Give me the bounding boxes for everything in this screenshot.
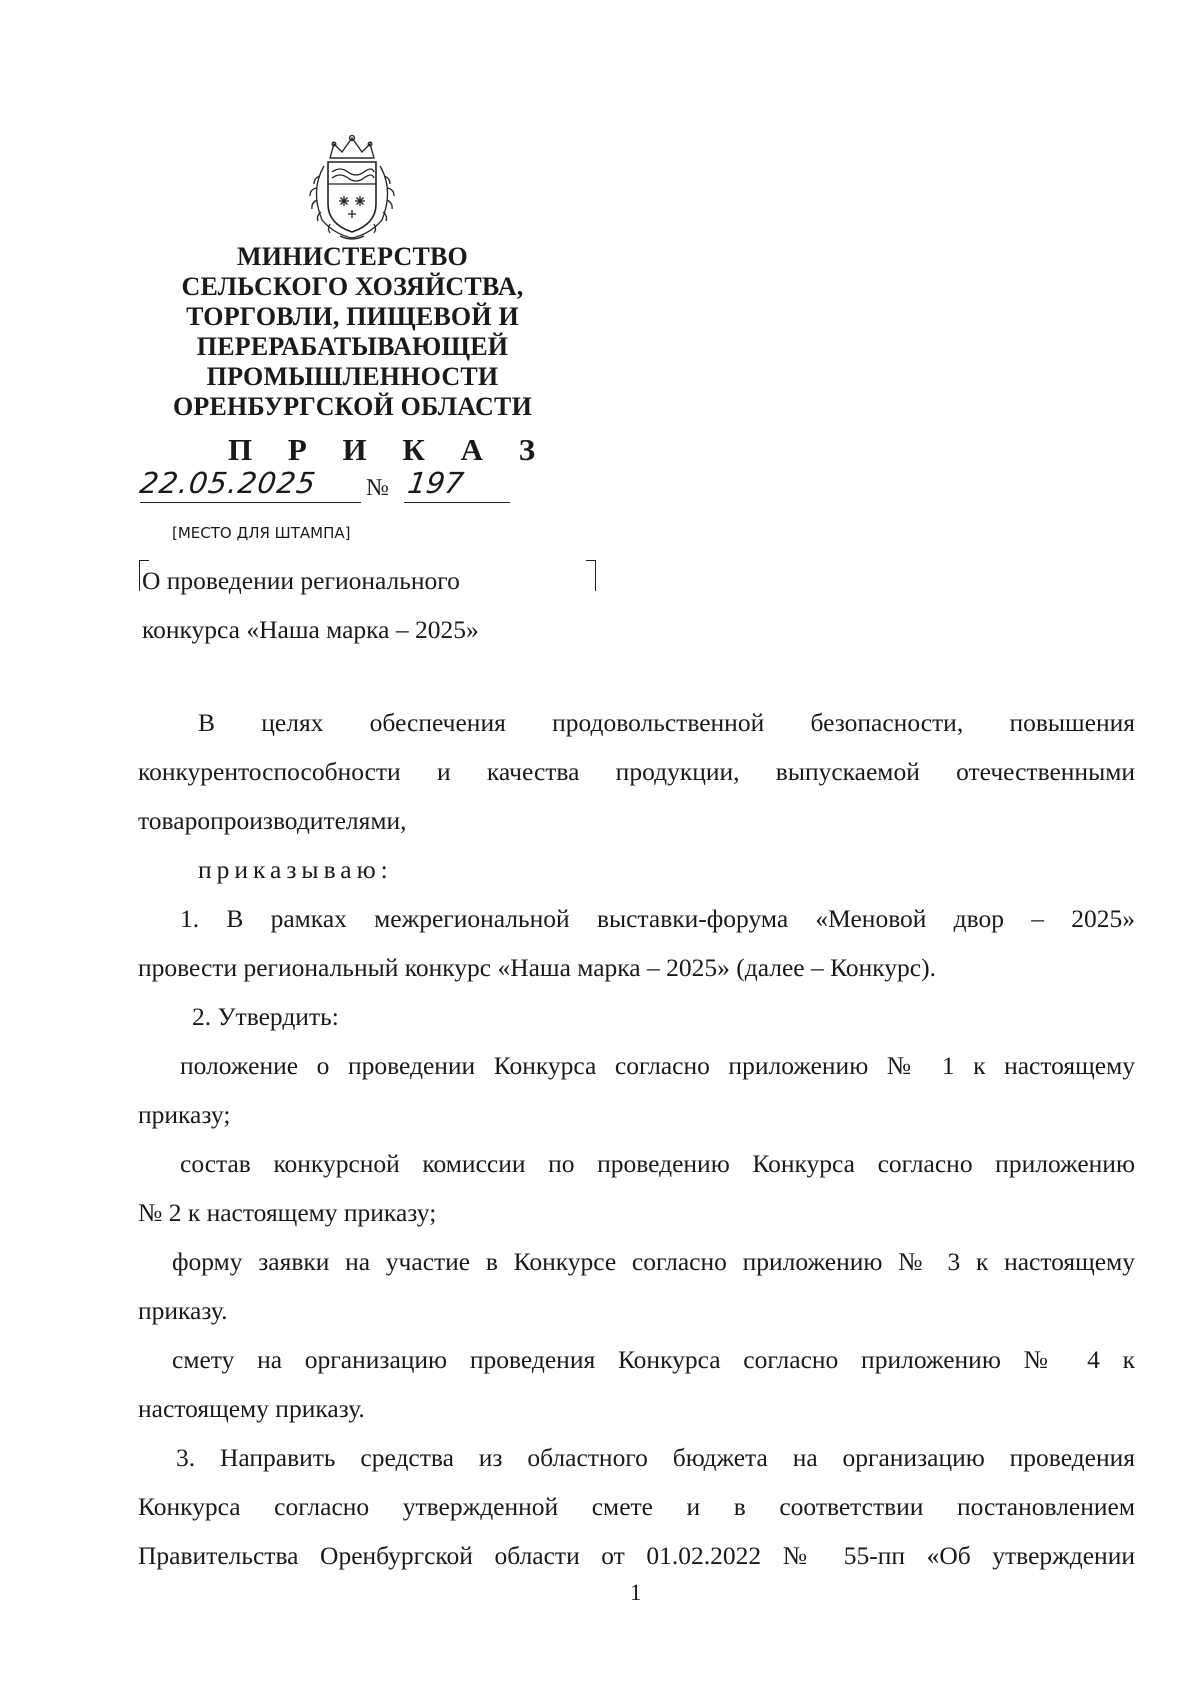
order-title: П Р И К А З (228, 432, 550, 467)
ministry-line: СЕЛЬСКОГО ХОЗЯЙСТВА, (181, 272, 524, 301)
coat-of-arms-icon (300, 132, 404, 244)
item-2a-line: положение о проведении Конкурса согласно приложению № 1 к настоящему (180, 1051, 1135, 1080)
item-2b-line: № 2 к настоящему приказу; (138, 1198, 437, 1227)
preamble-line: В целях обеспечения продовольственной безопасности, повышения (198, 708, 1135, 737)
item-1-line: 1. В рамках межрегиональной выставки-форума «Меновой двор – 2025» (180, 904, 1135, 933)
ministry-line: ПРОМЫШЛЕННОСТИ (206, 362, 499, 391)
number-underline (404, 502, 510, 503)
ministry-line: ОРЕНБУРГСКОЙ ОБЛАСТИ (173, 392, 532, 421)
subject-bracket-right (586, 560, 596, 591)
item-2c-line: приказу. (138, 1296, 228, 1325)
item-2b-line: состав конкурсной комиссии по проведению Конкурса согласно приложению (180, 1149, 1135, 1178)
item-2a-line: приказу; (138, 1100, 231, 1129)
date-underline (140, 502, 361, 503)
number-sign: № (366, 475, 389, 501)
item-2-heading: 2. Утвердить: (192, 1002, 339, 1031)
item-3-line: Правительства Оренбургской области от 01.02.2022 № 55-пп «Об утверждении (138, 1541, 1135, 1570)
subject-line: конкурса «Наша марка – 2025» (142, 615, 479, 644)
ministry-line: МИНИСТЕРСТВО (237, 242, 468, 271)
item-2d-line: смету на организацию проведения Конкурса согласно приложению № 4 к (172, 1345, 1135, 1374)
order-number-handwritten: 197 (405, 466, 466, 500)
item-3-line: 3. Направить средства из областного бюджета на организацию проведения (176, 1443, 1135, 1472)
order-subject (142, 556, 572, 654)
stamp-placeholder: [МЕСТО ДЛЯ ШТАМПА] (172, 524, 351, 542)
item-1-line: провести региональный конкурс «Наша марка – 2025» (далее – Конкурс). (138, 953, 936, 982)
item-2c-line: форму заявки на участие в Конкурсе согласно приложению № 3 к настоящему (172, 1247, 1135, 1276)
item-2d-line: настоящему приказу. (138, 1394, 365, 1423)
preamble-line: товаропроизводителями, (138, 806, 407, 835)
ministry-line: ТОРГОВЛИ, ПИЩЕВОЙ И (186, 302, 519, 331)
order-date-handwritten: 22.05.2025 (137, 466, 319, 500)
ministry-name (160, 242, 545, 422)
order-word: приказываю: (198, 855, 393, 884)
page-number: 1 (630, 1580, 642, 1605)
subject-line: О проведении регионального (142, 566, 460, 595)
ministry-line: ПЕРЕРАБАТЫВАЮЩЕЙ (196, 332, 509, 361)
preamble-line: конкурентоспособности и качества продукции, выпускаемой отечественными (138, 757, 1135, 786)
item-3-line: Конкурса согласно утвержденной смете и в соответствии постановлением (138, 1492, 1135, 1521)
